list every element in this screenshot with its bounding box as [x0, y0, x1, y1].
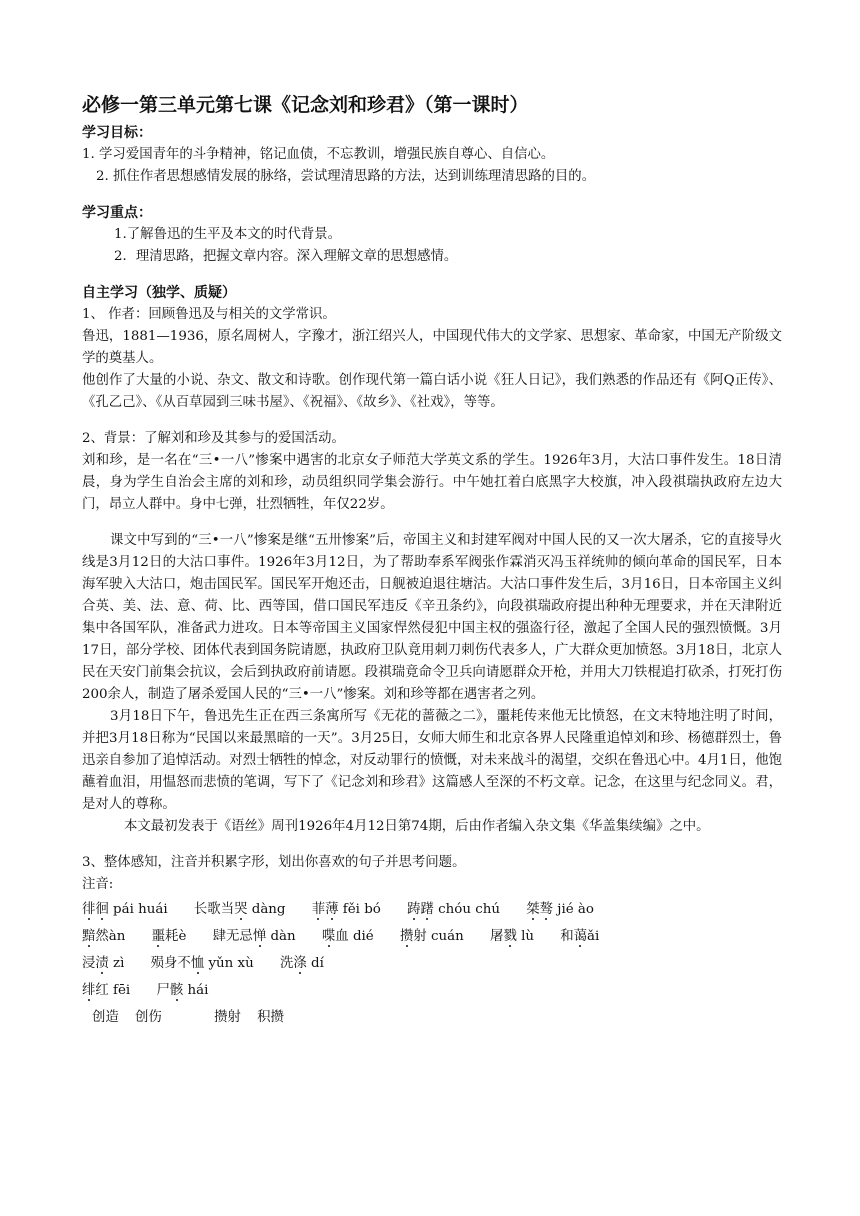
self-study-heading: 自主学习（独学、质疑） — [82, 285, 236, 301]
pinyin-word: 桀骜 jié ào — [526, 902, 594, 917]
pinyin-word: 浸渍 zì — [82, 956, 125, 971]
pinyin-word: 殒身不恤 yǔn xù — [150, 956, 254, 971]
pinyin-word: 攒射 cuán — [400, 929, 464, 944]
pinyin-word: 噩耗è — [151, 929, 187, 944]
pinyin-row-4 — [82, 977, 782, 1004]
word-pair: 创造 — [92, 1010, 119, 1025]
pinyin-word: 菲薄 fěi bó — [311, 902, 381, 917]
objectives-heading: 学习目标： — [82, 125, 152, 141]
author-paragraph-1: 鲁迅，1881—1936，原名周树人，字豫才，浙江绍兴人，中国现代伟大的文学家、思想家、革命家，中国无产阶级文学的奠基人。 — [82, 329, 782, 366]
document-page — [82, 92, 782, 1031]
section-author-title: 1、 作者：回顾鲁迅及与相关的文学常识。 — [82, 307, 336, 322]
document-title: 必修一第三单元第七课《记念刘和珍君》（第一课时） — [82, 94, 529, 116]
pinyin-word: 长歌当哭 dàng — [193, 902, 286, 917]
pinyin-word: 喋血 dié — [321, 929, 374, 944]
pinyin-word: 肆无忌惮 dàn — [212, 929, 296, 944]
section-overview-title: 3、整体感知，注音并积累字形，划出你喜欢的句子并思考问题。 — [82, 855, 466, 870]
background-paragraph-4: 本文最初发表于《语丝》周刊1926年4月12日第74期，后由作者编入杂文集《华盖集续编》之中。 — [124, 819, 710, 834]
word-pair: 积攒 — [257, 1010, 284, 1025]
pinyin-word: 和蔼ǎi — [560, 929, 600, 944]
pinyin-row-3 — [82, 950, 782, 977]
pinyin-word: 洗涤 dí — [280, 956, 324, 971]
word-pair: 攒射 — [214, 1010, 241, 1025]
objective-item-1: 1. 学习爱国青年的斗争精神，铭记血债，不忘教训，增强民族自尊心、自信心。 — [82, 147, 555, 162]
pinyin-word: 踌躇 chóu chú — [407, 902, 500, 917]
pinyin-row-2 — [82, 923, 782, 950]
word-pair: 创伤 — [135, 1010, 162, 1025]
objective-item-2: 2. 抓住作者思想感情发展的脉络，尝试理清思路的方法，达到训练理清思路的目的。 — [96, 169, 596, 184]
pinyin-word: 绯红 fēi — [82, 983, 131, 998]
pinyin-word: 黯然àn — [82, 929, 126, 944]
pinyin-row-1 — [82, 896, 782, 923]
background-paragraph-1: 刘和珍，是一名在“三•一八”惨案中遇害的北京女子师范大学英文系的学生。1926年3月，大沽口事件发生。18日清晨，身为学生自治会主席的刘和珍，动员组织同学集会游行。中午她扛着白底黑字大校旗，冲入段祺瑞执政府左边大门，昂立人群中。身中七弹，壮烈牺牲，年仅22岁。 — [82, 453, 782, 512]
key-points-heading: 学习重点： — [82, 205, 152, 221]
key-point-item-1: 1.了解鲁迅的生平及本文的时代背景。 — [114, 227, 342, 242]
author-paragraph-2: 他创作了大量的小说、杂文、散文和诗歌。创作现代第一篇白话小说《狂人日记》，我们熟悉的作品还有《阿Q正传》、《孔乙己》、《从百草园到三味书屋》、《祝福》、《故乡》、《社戏》，等等。 — [82, 373, 782, 410]
word-pairs-row — [82, 1004, 782, 1031]
key-point-item-2: 2．理清思路，把握文章内容。深入理解文章的思想感情。 — [114, 249, 458, 264]
section-background-title: 2、背景：了解刘和珍及其参与的爱国活动。 — [82, 431, 345, 446]
pinyin-word: 屠戮 lù — [490, 929, 534, 944]
pinyin-word: 尸骸 hái — [156, 983, 209, 998]
background-paragraph-3: 3月18日下午，鲁迅先生正在西三条寓所写《无花的蔷薇之二》，噩耗传来他无比愤怒，在文末特地注明了时间，并把3月18日称为“民国以来最黑暗的一天”。3月25日，女师大师生和北京各界人民隆重追悼刘和珍、杨德群烈士，鲁迅亲自参加了追悼活动。对烈士牺牲的悼念，对反动罪行的愤慨，对未来战斗的渴望，交织在鲁迅心中。4月1日，他饱蘸着血泪，用愠怒而悲愤的笔调，写下了《记念刘和珍君》这篇感人至深的不朽文章。记念，在这里与纪念同义。君，是对人的尊称。 — [82, 709, 782, 812]
zhuyin-label: 注音: — [82, 877, 114, 892]
background-paragraph-2: 课文中写到的“三•一八”惨案是继“五卅惨案”后，帝国主义和封建军阀对中国人民的又一次大屠杀，它的直接导火线是3月12日的大沽口事件。1926年3月12日，为了帮助奉系军阀张作霖消灭冯玉祥统帅的倾向革命的国民军，日本海军驶入大沽口，炮击国民军。国民军开炮还击，日舰被迫退往塘沽。大沽口事件发生后，3月16日，日本帝国主义纠合英、美、法、意、荷、比、西等国，借口国民军违反《辛丑条约》，向段祺瑞政府提出种种无理要求，并在天津附近集中各国军队，准备武力进攻。日本等帝国主义国家悍然侵犯中国主权的强盗行径，激起了全国人民的强烈愤慨。3月17日，部分学校、团体代表到国务院请愿，执政府卫队竟用刺刀刺伤代表多人，广大群众更加愤怒。3月18日，北京人民在天安门前集会抗议，会后到执政府前请愿。段祺瑞竟命令卫兵向请愿群众开枪，并用大刀铁棍追打砍杀，打死打伤200余人，制造了屠杀爱国人民的“三•一八”惨案。刘和珍等都在遇害者之列。 — [82, 533, 782, 702]
pinyin-word: 徘徊 pái huái — [82, 902, 168, 917]
